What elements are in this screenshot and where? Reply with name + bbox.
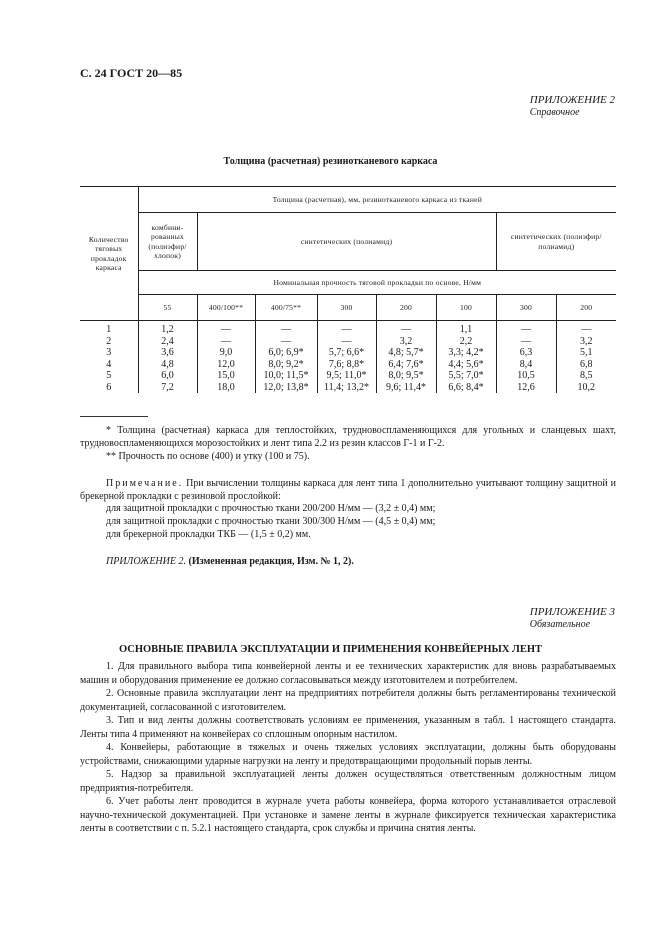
thickness-cell: 5,7; 6,6* xyxy=(317,347,376,359)
strength-cell: 400/75** xyxy=(255,295,317,321)
layer-count-cell: 5 xyxy=(80,370,138,382)
thickness-cell: — xyxy=(255,321,317,336)
strength-cell: 200 xyxy=(376,295,436,321)
appendix-3-title: ПРИЛОЖЕНИЕ 3 xyxy=(529,606,615,618)
appendix-2-heading xyxy=(530,94,615,118)
thickness-cell: 3,2 xyxy=(376,336,436,348)
rule-item: 5. Надзор за правильной эксплуатацией ленты должен осуществляться ответственным должностным лицом предприятия-потребителя. xyxy=(80,769,616,794)
thickness-cell: 12,0; 13,8* xyxy=(255,382,317,394)
layer-count-cell: 3 xyxy=(80,347,138,359)
thickness-cell: 4,8 xyxy=(138,359,197,371)
note-line-1: для защитной прокладки с прочностью ткани 200/200 Н/мм — (3,2 ± 0,4) мм; xyxy=(106,503,436,514)
note-paragraph xyxy=(80,477,616,503)
appendix-3-subtitle: Обязательное xyxy=(529,618,591,630)
thickness-cell: 5,5; 7,0* xyxy=(436,370,496,382)
rule-item: 4. Конвейеры, работающие в тяжелых и очень тяжелых условиях эксплуатации, должны быть оборудованы устройствами, снижающими ударные нагрузки на ленту и предотвращающими продольный порыв ленты. xyxy=(80,742,616,767)
thickness-cell: 1,1 xyxy=(436,321,496,336)
rules-list xyxy=(80,660,616,836)
thickness-table xyxy=(80,186,616,393)
polyamide-header: синтетических (полиамид) xyxy=(197,213,496,271)
thickness-cell: 4,4; 5,6* xyxy=(436,359,496,371)
strength-cell: 300 xyxy=(496,295,556,321)
thickness-cell: 10,5 xyxy=(496,370,556,382)
page-header: С. 24 ГОСТ 20—85 xyxy=(80,66,183,80)
thickness-cell: 6,6; 8,4* xyxy=(436,382,496,394)
thickness-cell: 6,4; 7,6* xyxy=(376,359,436,371)
thickness-cell: 4,8; 5,7* xyxy=(376,347,436,359)
thickness-cell: 3,2 xyxy=(580,335,593,347)
layer-count-cell: 2 xyxy=(80,336,138,348)
thickness-cell: 9,6; 11,4* xyxy=(376,382,436,394)
thickness-cell: — xyxy=(496,336,556,348)
strength-cell: 300 xyxy=(317,295,376,321)
rule-item: 2. Основные правила эксплуатации лент на предприятиях потребителя должны быть регламентированы технической документацией, согласованной с изготовителем. xyxy=(80,688,616,713)
footnote-divider xyxy=(80,416,148,417)
strength-cell: 55 xyxy=(138,295,197,321)
rule-item: 3. Тип и вид ленты должны соответствовать условиям ее применения, указанным в табл. 1 настоящего стандарта. Ленты типа 4 применяют на конвейерах со сплошным опорным настилом. xyxy=(80,715,616,740)
table-caption: Толщина (расчетная) резинотканевого каркаса xyxy=(223,156,438,167)
note-label: Примечание. xyxy=(106,478,184,489)
combined-fabric-header: комбини- рованных (полиэфир/ хлопок) xyxy=(138,213,197,271)
thickness-cell: — xyxy=(255,336,317,348)
thickness-cell: 11,4; 13,2* xyxy=(317,382,376,394)
thickness-cell: — xyxy=(581,324,592,335)
table-row xyxy=(80,359,616,371)
thickness-cell: 6,0 xyxy=(138,370,197,382)
thickness-cell: 8,4 xyxy=(496,359,556,371)
strength-cell: 400/100** xyxy=(197,295,255,321)
table-row xyxy=(80,382,616,394)
layer-count-cell: 1 xyxy=(80,321,138,336)
thickness-cell: 10,0; 11,5* xyxy=(255,370,317,382)
thickness-cell: 10,2 xyxy=(577,381,596,393)
thickness-cell: 7,2 xyxy=(138,382,197,394)
table-row xyxy=(80,321,616,336)
thickness-cell: 9,0 xyxy=(197,347,255,359)
note-line-2: для защитной прокладки с прочностью ткани 300/300 Н/мм — (4,5 ± 0,4) мм; xyxy=(106,516,436,527)
thickness-cell: 2,4 xyxy=(138,336,197,348)
thickness-cell: 18,0 xyxy=(197,382,255,394)
rule-item: 1. Для правильного выбора типа конвейерной ленты и ее технических характеристик для вновь разрабатываемых машин и оборудования применение ее должно согласовываться между изготовителем и потребителем. xyxy=(80,661,616,686)
thickness-cell: 5,1 xyxy=(580,347,593,358)
table-row xyxy=(80,336,616,348)
thickness-cell: — xyxy=(197,336,255,348)
strength-header: Номинальная прочность тяговой прокладки по основе, Н/мм xyxy=(138,271,616,295)
thickness-cell: — xyxy=(197,321,255,336)
appendix-2-subtitle: Справочное xyxy=(529,106,580,118)
thickness-cell: 8,5 xyxy=(580,370,593,381)
thickness-cell: — xyxy=(376,321,436,336)
appendix-2-edit-note xyxy=(106,555,354,568)
thickness-header: Толщина (расчетная), мм, резинотканевого каркаса из тканей xyxy=(138,187,616,213)
thickness-cell: 9,5; 11,0* xyxy=(317,370,376,382)
layer-count-cell: 4 xyxy=(80,359,138,371)
polyester-polyamide-header: синтетических (полиэфир/полиамид) xyxy=(496,213,616,271)
thickness-cell: 12,0 xyxy=(197,359,255,371)
thickness-cell: 2,2 xyxy=(436,336,496,348)
appendix-2-edit-text: (Измененная редакция, Изм. № 1, 2). xyxy=(186,556,354,567)
appendix-2-title: ПРИЛОЖЕНИЕ 2 xyxy=(529,94,615,106)
thickness-cell: — xyxy=(317,321,376,336)
layer-count-header: Количество тяговых прокладок каркаса xyxy=(80,187,138,321)
thickness-cell: 6,0; 6,9* xyxy=(255,347,317,359)
thickness-cell: 3,3; 4,2* xyxy=(436,347,496,359)
thickness-cell: 1,2 xyxy=(138,321,197,336)
appendix-2-edit-label: ПРИЛОЖЕНИЕ 2. xyxy=(106,556,186,567)
table-row xyxy=(80,370,616,382)
thickness-cell: 3,6 xyxy=(138,347,197,359)
footnote-double-star: ** Прочность по основе (400) и утку (100 и 75). xyxy=(106,451,310,462)
strength-cell: 200 xyxy=(580,302,593,312)
table-row xyxy=(80,347,616,359)
strength-cell: 100 xyxy=(436,295,496,321)
rules-title: ОСНОВНЫЕ ПРАВИЛА ЭКСПЛУАТАЦИИ И ПРИМЕНЕНИЯ КОНВЕЙЕРНЫХ ЛЕНТ xyxy=(118,644,543,655)
note-text: При вычислении толщины каркаса для лент типа 1 дополнительно учитывают толщину защитной и брекерной прокладки с резиновой прослойкой: xyxy=(80,478,616,502)
footnote-star: * Толщина (расчетная) каркаса для теплостойких, трудновоспламеняющихся для угольных и сланцевых шахт, трудновоспламеняющихся морозостойких и лент типа 2.2 из резин классов Г-1 и Г-2. xyxy=(80,425,616,449)
thickness-cell: 15,0 xyxy=(197,370,255,382)
thickness-cell: 7,6; 8,8* xyxy=(317,359,376,371)
thickness-cell: 8,0; 9,2* xyxy=(255,359,317,371)
thickness-cell: 6,8 xyxy=(580,358,593,370)
layer-count-cell: 6 xyxy=(80,382,138,394)
thickness-cell: — xyxy=(496,321,556,336)
appendix-3-heading xyxy=(530,606,615,630)
thickness-cell: 8,0; 9,5* xyxy=(376,370,436,382)
thickness-cell: — xyxy=(317,336,376,348)
rule-item: 6. Учет работы лент проводится в журнале учета работы конвейера, форма которого устанавливается отраслевой научно-технической документацией. При установке и замене ленты в журнале фиксируется техническая характеристика ленты в соответствии с п. 5.2.1 настоящего стандарта, срок службы и причина снятия ленты. xyxy=(80,796,616,834)
note-line-3: для брекерной прокладки ТКБ — (1,5 ± 0,2) мм. xyxy=(106,529,311,540)
thickness-cell: 6,3 xyxy=(496,347,556,359)
thickness-cell: 12,6 xyxy=(496,382,556,394)
